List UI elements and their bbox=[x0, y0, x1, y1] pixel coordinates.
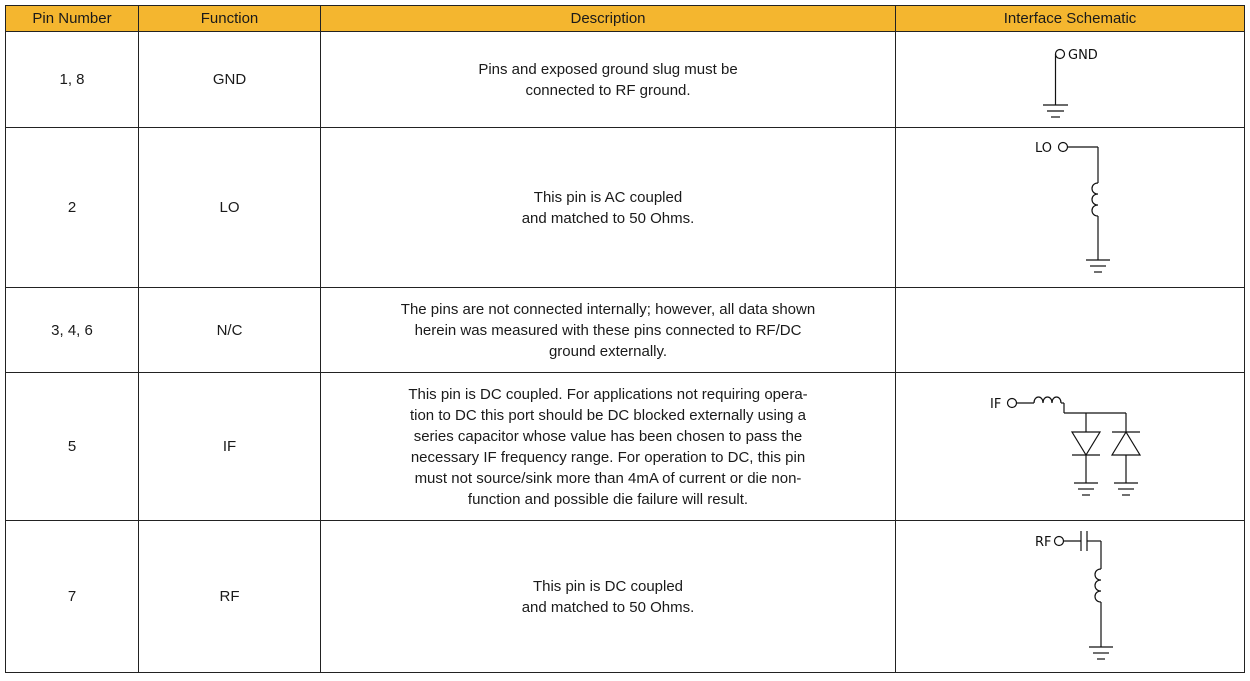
pin-number-cell: 7 bbox=[6, 521, 139, 673]
pin-number-cell: 2 bbox=[6, 128, 139, 288]
header-interface-schematic: Interface Schematic bbox=[896, 6, 1245, 32]
capacitor-inductor-schematic-icon bbox=[995, 523, 1145, 671]
description-line: ground externally. bbox=[548, 342, 668, 360]
schematic-cell bbox=[896, 288, 1245, 373]
pin-number-cell: 3, 4, 6 bbox=[6, 288, 139, 373]
description-line: This pin is DC coupled. For applications not requiring opera- bbox=[408, 385, 808, 403]
schematic-cell bbox=[896, 128, 1245, 288]
description-line: This pin is AC coupled bbox=[533, 188, 683, 206]
function-cell: RF bbox=[139, 521, 321, 673]
table-row bbox=[6, 521, 1245, 673]
function-cell: LO bbox=[139, 128, 321, 288]
schematic-label: LO bbox=[1035, 140, 1053, 156]
description-line: connected to RF ground. bbox=[525, 81, 691, 99]
description-line: function and possible die failure will result. bbox=[467, 490, 749, 508]
table-row bbox=[6, 373, 1245, 521]
description-line: The pins are not connected internally; however, all data shown bbox=[400, 300, 816, 318]
description-line: must not source/sink more than 4mA of current or die non- bbox=[414, 469, 802, 487]
description-line: series capacitor whose value has been chosen to pass the bbox=[413, 427, 803, 445]
schematic-label: IF bbox=[990, 396, 1002, 412]
description-line: tion to DC this port should be DC blocked externally using a bbox=[409, 406, 807, 424]
header-description: Description bbox=[321, 6, 896, 32]
description-cell bbox=[321, 32, 896, 128]
description-line: and matched to 50 Ohms. bbox=[521, 209, 695, 227]
function-cell: N/C bbox=[139, 288, 321, 373]
description-line: necessary IF frequency range. For operation to DC, this pin bbox=[410, 448, 806, 466]
description-cell bbox=[321, 128, 896, 288]
pin-number-cell: 5 bbox=[6, 373, 139, 521]
schematic-cell bbox=[896, 521, 1245, 673]
ground-schematic-icon bbox=[995, 35, 1145, 125]
diode-pair-schematic-icon bbox=[980, 375, 1160, 519]
description-line: Pins and exposed ground slug must be bbox=[478, 60, 738, 78]
schematic-label: RF bbox=[1035, 534, 1052, 550]
description-line: herein was measured with these pins connected to RF/DC bbox=[414, 321, 802, 339]
header-pin-number: Pin Number bbox=[6, 6, 139, 32]
schematic-label: GND bbox=[1068, 47, 1098, 63]
description-line: and matched to 50 Ohms. bbox=[521, 598, 695, 616]
table-row bbox=[6, 32, 1245, 128]
description-line: This pin is DC coupled bbox=[532, 577, 684, 595]
schematic-cell bbox=[896, 373, 1245, 521]
header-function: Function bbox=[139, 6, 321, 32]
description-cell bbox=[321, 521, 896, 673]
description-cell bbox=[321, 373, 896, 521]
description-cell bbox=[321, 288, 896, 373]
pin-number-cell: 1, 8 bbox=[6, 32, 139, 128]
pin-description-table bbox=[5, 5, 1245, 673]
table-row bbox=[6, 288, 1245, 373]
table-row bbox=[6, 128, 1245, 288]
inductor-schematic-icon bbox=[995, 130, 1145, 286]
function-cell: IF bbox=[139, 373, 321, 521]
function-cell: GND bbox=[139, 32, 321, 128]
table-header-row bbox=[6, 6, 1245, 32]
schematic-cell bbox=[896, 32, 1245, 128]
